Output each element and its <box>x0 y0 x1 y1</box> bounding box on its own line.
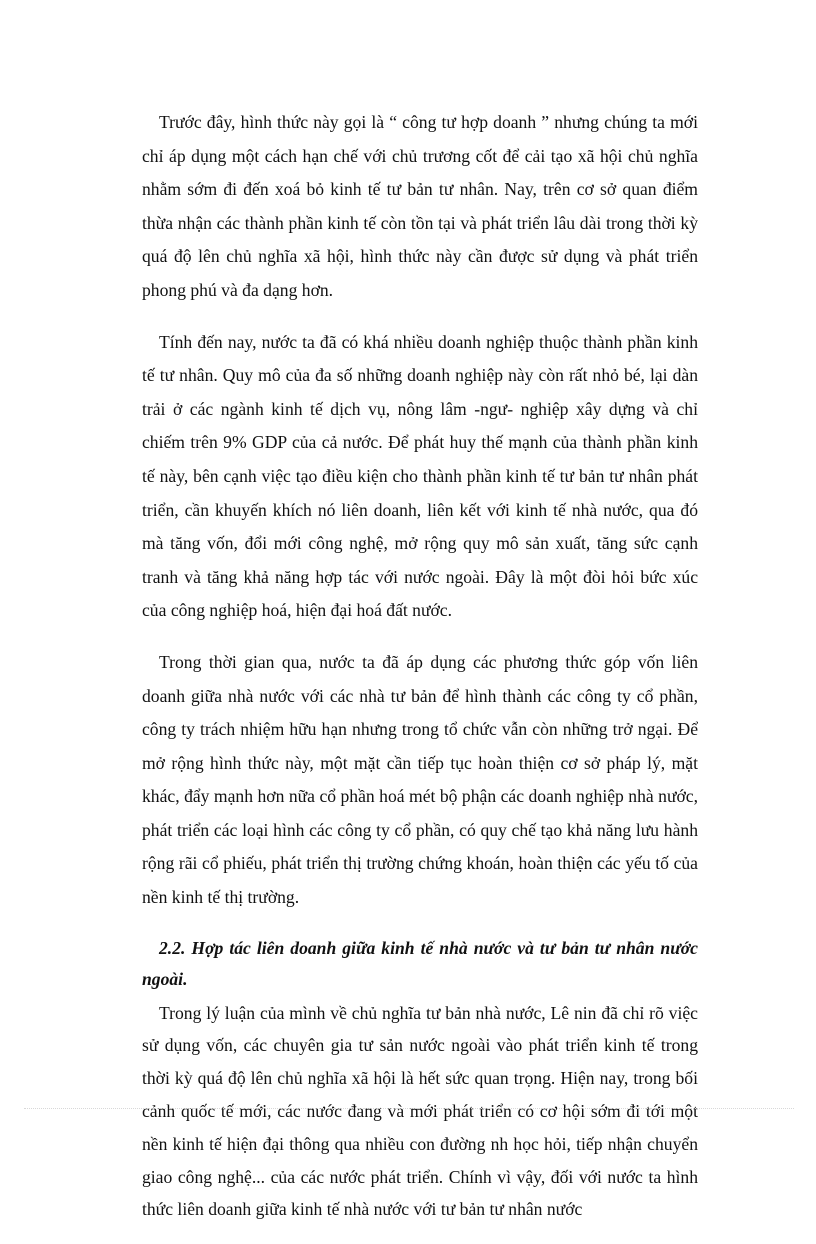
paragraph-1: Trước đây, hình thức này gọi là “ công tư hợp doanh ” nhưng chúng ta mới chỉ áp dụng một cách hạn chế với chủ trương cốt để cải tạo xã hội chủ nghĩa nhằm sớm đi đến xoá bỏ kinh tế tư bản tư nhân. Nay, trên cơ sở quan điểm thừa nhận các thành phần kinh tế còn tồn tại và phát triển lâu dài trong thời kỳ quá độ lên chủ nghĩa xã hội, hình thức này cần được sử dụng và phát triển phong phú và đa dạng hơn. <box>142 112 698 300</box>
paragraph-4: Trong lý luận của mình về chủ nghĩa tư bản nhà nước, Lê nin đã chỉ rõ việc sử dụng vốn, các chuyên gia tư sản nước ngoài vào phát triển kinh tế trong thời kỳ quá độ lên chủ nghĩa xã hội là hết sức quan trọng. Hiện nay, trong bối cảnh quốc tế mới, các nước đang và mới phát triển có cơ hội sớm đi tới một nền kinh tế hiện đại thông qua nhiều con đường nh học hỏi, tiếp nhận chuyển giao công nghệ... của các nước phát triển. Chính vì vậy, đối với nước ta hình thức liên doanh giữa kinh tế nhà nước với tư bản tư nhân nước <box>142 1002 698 1220</box>
section-heading: 2.2. Hợp tác liên doanh giữa kinh tế nhà nước và tư bản tư nhân nước ngoài. <box>142 937 698 989</box>
paragraph-3: Trong thời gian qua, nước ta đã áp dụng các phương thức góp vốn liên doanh giữa nhà nước với các nhà tư bản để hình thành các công ty cổ phần, công ty trách nhiệm hữu hạn nhưng trong tổ chức vẫn còn những trở ngại. Để mở rộng hình thức này, một mặt cần tiếp tục hoàn thiện cơ sở pháp lý, mặt khác, đẩy mạnh hơn nữa cổ phần hoá mét bộ phận các doanh nghiệp nhà nước, phát triển các loại hình các công ty cổ phần, có quy chế tạo khả năng lưu hành rộng rãi cổ phiếu, phát triển thị trường chứng khoán, hoàn thiện các yếu tố của nền kinh tế thị trường. <box>142 651 698 908</box>
page-footer-divider <box>24 1108 794 1109</box>
paragraph-2: Tính đến nay, nước ta đã có khá nhiều doanh nghiệp thuộc thành phần kinh tế tư nhân. Quy mô của đa số những doanh nghiệp này còn rất nhỏ bé, lại dàn trải ở các ngành kinh tế dịch vụ, nông lâm -ngư- nghiệp xây dựng và chỉ chiếm trên 9% GDP của cả nước. Để phát huy thế mạnh của thành phần kinh tế này, bên cạnh việc tạo điều kiện cho thành phần kinh tế tư bản tư nhân phát triển, cần khuyến khích nó liên doanh, liên kết với kinh tế nhà nước, qua đó mà tăng vốn, đổi mới công nghệ, mở rộng quy mô sản xuất, tăng sức cạnh tranh và tăng khả năng hợp tác với nước ngoài. Đây là một đòi hỏi bức xúc của công nghiệp hoá, hiện đại hoá đất nước. <box>142 331 698 621</box>
document-body <box>142 106 698 1244</box>
